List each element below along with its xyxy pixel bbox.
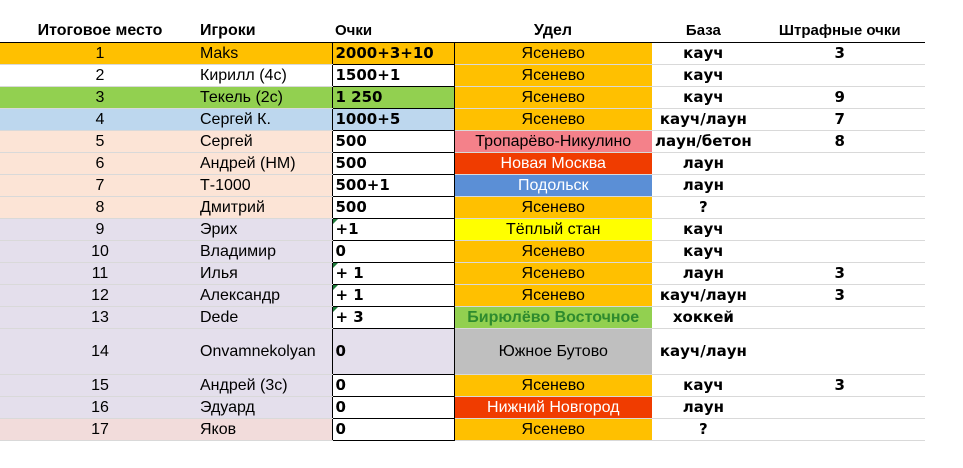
cell-place[interactable]: 16	[0, 396, 200, 418]
cell-penalty[interactable]: 8	[755, 130, 925, 152]
table-row	[0, 374, 925, 396]
header-penalty[interactable]: Штрафные очки	[755, 20, 925, 42]
cell-score[interactable]: 0	[332, 418, 454, 440]
cell-score[interactable]: 0	[332, 240, 454, 262]
header-region[interactable]: Удел	[454, 20, 652, 42]
table-body	[0, 42, 925, 440]
cell-base[interactable]: кауч	[652, 42, 755, 64]
cell-player[interactable]: Яков	[200, 418, 332, 440]
cell-score[interactable]: 1 250	[332, 86, 454, 108]
cell-player[interactable]: Dede	[200, 306, 332, 328]
cell-place[interactable]: 3	[0, 86, 200, 108]
cell-score[interactable]: 500+1	[332, 174, 454, 196]
cell-region[interactable]: Ясенево	[454, 262, 652, 284]
cell-region[interactable]: Бирюлёво Восточное	[454, 306, 652, 328]
header-players[interactable]: Игроки	[200, 20, 332, 42]
cell-region[interactable]: Ясенево	[454, 374, 652, 396]
cell-score[interactable]: + 3	[332, 306, 454, 328]
cell-base[interactable]: кауч/лаун	[652, 328, 755, 374]
cell-penalty[interactable]	[755, 328, 925, 374]
cell-score[interactable]: + 1	[332, 284, 454, 306]
cell-score[interactable]: +1	[332, 218, 454, 240]
table-row	[0, 174, 925, 196]
cell-penalty[interactable]	[755, 240, 925, 262]
cell-place[interactable]: 6	[0, 152, 200, 174]
table-row	[0, 108, 925, 130]
cell-region[interactable]: Новая Москва	[454, 152, 652, 174]
cell-penalty[interactable]: 3	[755, 262, 925, 284]
cell-score[interactable]: 1500+1	[332, 64, 454, 86]
cell-region[interactable]: Ясенево	[454, 196, 652, 218]
cell-base[interactable]: кауч	[652, 240, 755, 262]
cell-penalty[interactable]: 3	[755, 42, 925, 64]
cell-penalty[interactable]	[755, 196, 925, 218]
cell-place[interactable]: 5	[0, 130, 200, 152]
table-row	[0, 64, 925, 86]
cell-base[interactable]: лаун	[652, 262, 755, 284]
table-row	[0, 328, 925, 374]
header-score[interactable]: Очки	[332, 20, 454, 42]
cell-place[interactable]: 9	[0, 218, 200, 240]
cell-player[interactable]: Кирилл (4с)	[200, 64, 332, 86]
cell-base[interactable]: кауч/лаун	[652, 284, 755, 306]
cell-player[interactable]: Владимир	[200, 240, 332, 262]
table-row	[0, 218, 925, 240]
table-row	[0, 42, 925, 64]
cell-player[interactable]: Андрей (3с)	[200, 374, 332, 396]
cell-player[interactable]: Дмитрий	[200, 196, 332, 218]
cell-player[interactable]: Сергей	[200, 130, 332, 152]
cell-score[interactable]: 500	[332, 130, 454, 152]
cell-region[interactable]: Южное Бутово	[454, 328, 652, 374]
cell-penalty[interactable]	[755, 174, 925, 196]
cell-region[interactable]: Ясенево	[454, 418, 652, 440]
cell-place[interactable]: 2	[0, 64, 200, 86]
cell-place[interactable]: 14	[0, 328, 200, 374]
cell-player[interactable]: Александр	[200, 284, 332, 306]
cell-region[interactable]: Тропарёво-Никулино	[454, 130, 652, 152]
cell-base[interactable]: ?	[652, 418, 755, 440]
cell-player[interactable]: Maks	[200, 42, 332, 64]
cell-penalty[interactable]: 7	[755, 108, 925, 130]
cell-place[interactable]: 11	[0, 262, 200, 284]
cell-place[interactable]: 10	[0, 240, 200, 262]
cell-player[interactable]: Сергей К.	[200, 108, 332, 130]
cell-base[interactable]: лаун	[652, 174, 755, 196]
cell-penalty[interactable]	[755, 418, 925, 440]
table-row	[0, 306, 925, 328]
header-row	[0, 20, 925, 42]
cell-score[interactable]: 1000+5	[332, 108, 454, 130]
cell-region[interactable]: Тёплый стан	[454, 218, 652, 240]
cell-base[interactable]: кауч	[652, 218, 755, 240]
cell-player[interactable]: Onvamnekolyan	[200, 328, 332, 374]
table-row	[0, 152, 925, 174]
table-row	[0, 196, 925, 218]
cell-base[interactable]: лаун	[652, 152, 755, 174]
cell-region[interactable]: Ясенево	[454, 86, 652, 108]
cell-score[interactable]: 0	[332, 374, 454, 396]
cell-place[interactable]: 13	[0, 306, 200, 328]
cell-score[interactable]: 2000+3+10	[332, 42, 454, 64]
table-row	[0, 284, 925, 306]
cell-player[interactable]: Т-1000	[200, 174, 332, 196]
cell-base[interactable]: лаун	[652, 396, 755, 418]
cell-place[interactable]: 7	[0, 174, 200, 196]
standings-table	[0, 20, 925, 441]
cell-penalty[interactable]	[755, 396, 925, 418]
cell-penalty[interactable]: 3	[755, 284, 925, 306]
cell-base[interactable]: кауч	[652, 64, 755, 86]
cell-region[interactable]: Ясенево	[454, 284, 652, 306]
cell-score[interactable]: 0	[332, 396, 454, 418]
cell-region[interactable]: Ясенево	[454, 108, 652, 130]
cell-base[interactable]: кауч/лаун	[652, 108, 755, 130]
cell-region[interactable]: Ясенево	[454, 240, 652, 262]
cell-base[interactable]: кауч	[652, 86, 755, 108]
cell-penalty[interactable]: 9	[755, 86, 925, 108]
table-row	[0, 418, 925, 440]
table-row	[0, 130, 925, 152]
cell-penalty[interactable]	[755, 64, 925, 86]
cell-region[interactable]: Подольск	[454, 174, 652, 196]
cell-player[interactable]: Эрих	[200, 218, 332, 240]
cell-score[interactable]: 0	[332, 328, 454, 374]
cell-penalty[interactable]	[755, 218, 925, 240]
cell-place[interactable]: 4	[0, 108, 200, 130]
cell-region[interactable]: Ясенево	[454, 42, 652, 64]
cell-base[interactable]: лаун/бетон	[652, 130, 755, 152]
cell-score[interactable]: 500	[332, 152, 454, 174]
cell-region[interactable]: Нижний Новгород	[454, 396, 652, 418]
cell-player[interactable]: Илья	[200, 262, 332, 284]
table-row	[0, 262, 925, 284]
cell-player[interactable]: Эдуард	[200, 396, 332, 418]
cell-penalty[interactable]	[755, 306, 925, 328]
cell-penalty[interactable]: 3	[755, 374, 925, 396]
table-row	[0, 240, 925, 262]
cell-place[interactable]: 8	[0, 196, 200, 218]
cell-place[interactable]: 17	[0, 418, 200, 440]
cell-place[interactable]: 12	[0, 284, 200, 306]
cell-player[interactable]: Андрей (НМ)	[200, 152, 332, 174]
cell-place[interactable]: 1	[0, 42, 200, 64]
cell-base[interactable]: кауч	[652, 374, 755, 396]
table-row	[0, 86, 925, 108]
cell-place[interactable]: 15	[0, 374, 200, 396]
cell-base[interactable]: хоккей	[652, 306, 755, 328]
cell-region[interactable]: Ясенево	[454, 64, 652, 86]
cell-score[interactable]: + 1	[332, 262, 454, 284]
table-row	[0, 396, 925, 418]
cell-score[interactable]: 500	[332, 196, 454, 218]
header-base[interactable]: База	[652, 20, 755, 42]
cell-base[interactable]: ?	[652, 196, 755, 218]
header-place[interactable]: Итоговое место	[0, 20, 200, 42]
cell-penalty[interactable]	[755, 152, 925, 174]
cell-player[interactable]: Текель (2с)	[200, 86, 332, 108]
